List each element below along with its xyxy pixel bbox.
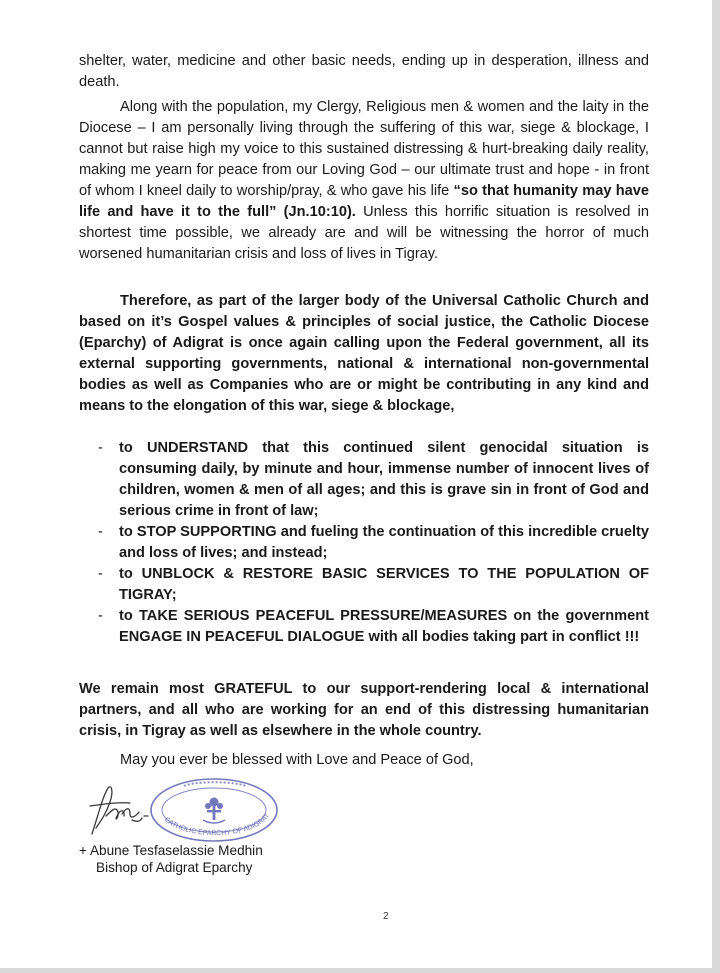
signatory-title: Bishop of Adigrat Eparchy [96,860,253,875]
list-item-text: to STOP SUPPORTING and fueling the continuation of this incredible cruelty and loss of lives; and instead; [119,524,649,561]
page-number: 2 [383,911,389,922]
paragraph-text-part: Unless this horrific situation is resolved in shortest time possible, we already are and will be witnessing the horror of much worsened humanitarian crisis and loss of lives in Tigray. [79,204,649,262]
list-item [79,438,649,522]
paragraph-suffering [79,97,649,265]
bullet-dash: - [98,566,103,582]
seal-stamp-icon [151,779,277,841]
signatory-block [79,842,263,876]
paragraph-text-part: Along with the population, my Clergy, Religious men & women and the laity in the Diocese – I am personally living through the suffering of this war, siege & blockage, I cannot but raise high my voice to this sustained distressing & hurt-breaking daily reality, making me yearn for peace from our Loving God – our ultimate trust and hope - in front of whom I kneel daily to worship/pray, & who gave his life [79,99,649,199]
paragraph-text: Therefore, as part of the larger body of the Universal Catholic Church and based on it’s Gospel values & principles of social justice, the Catholic Diocese (Eparchy) of Adigrat is once again calling upon the Federal government, all its external supporting governments, national & international non-governmental bodies as well as Companies who are or might be contributing in any kind and means to the elongation of this war, siege & blockage, [79,293,649,414]
paragraph-gratitude [79,679,649,742]
signature-icon [90,787,148,834]
paragraph-continuation [79,51,649,93]
list-item [79,564,649,606]
list-item-text: to UNBLOCK & RESTORE BASIC SERVICES TO THE POPULATION OF TIGRAY; [119,566,649,603]
appeal-list [79,438,649,648]
signatory-name: + Abune Tesfaselassie Medhin [79,843,263,858]
list-item-text: to UNDERSTAND that this continued silent genocidal situation is consuming daily, by minute and hour, immense number of innocent lives of children, women & men of all ages; and this is grave sin in front of God and serious crime in front of law; [119,440,649,519]
paragraph-appeal [79,291,649,417]
bullet-dash: - [98,440,103,456]
closing-blessing [120,750,640,771]
seal-text: CATHOLIC EPARCHY OF ADIGRAT [162,812,272,838]
list-item-text: to TAKE SERIOUS PEACEFUL PRESSURE/MEASURES on the government ENGAGE IN PEACEFUL DIALOGUE with all bodies taking part in conflict !!! [119,608,649,645]
signature-and-seal [84,776,294,846]
paragraph-text: May you ever be blessed with Love and Peace of God, [120,752,474,768]
bullet-dash: - [98,608,103,624]
list-item [79,522,649,564]
bullet-dash: - [98,524,103,540]
bible-quote: “so that humanity may have life and have it to the full” (Jn.10:10). [79,183,649,220]
list-item [79,606,649,648]
paragraph-text: We remain most GRATEFUL to our support-rendering local & international partners, and all who are working for an end of this distressing humanitarian crisis, in Tigray as well as elsewhere in the whole country. [79,681,649,739]
paragraph-text [79,97,649,265]
paragraph-text: shelter, water, medicine and other basic needs, ending up in desperation, illness and death. [79,53,649,90]
